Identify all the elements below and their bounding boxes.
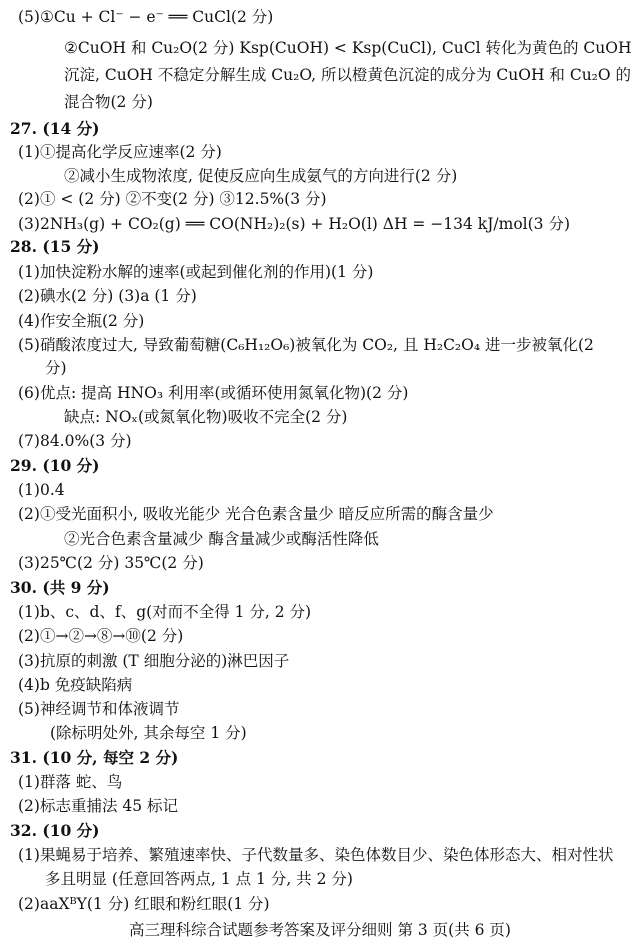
- line-q28-2-3: (2)碘水(2 分) (3)a (1 分): [18, 287, 197, 305]
- line-q27-1-2: ②减小生成物浓度, 促使反应向生成氨气的方向进行(2 分): [64, 167, 458, 185]
- line-q30-5: (5)神经调节和体液调节: [18, 700, 180, 718]
- line-q29-1: (1)0.4: [18, 481, 65, 499]
- line-q28-5b: 分): [45, 359, 67, 377]
- line-q26-5-2: ②CuOH 和 Cu₂O(2 分) Ksp(CuOH) < Ksp(CuCl), CuCl 转化为黄色的 CuOH: [64, 39, 632, 57]
- line-q26-5-2c: 混合物(2 分): [64, 93, 153, 111]
- line-q29-2-2: ②光合色素含量减少 酶含量减少或酶活性降低: [64, 530, 379, 548]
- line-q29-2-1: (2)①受光面积小, 吸收光能少 光合色素含量少 暗反应所需的酶含量少: [18, 505, 494, 523]
- line-q28-6-2: 缺点: NOₓ(或氮氧化物)吸收不完全(2 分): [64, 408, 348, 426]
- line-q30-1: (1)b、c、d、f、g(对而不全得 1 分, 2 分): [18, 603, 312, 621]
- line-q28-4: (4)作安全瓶(2 分): [18, 312, 145, 330]
- line-q31-2: (2)标志重捕法 45 标记: [18, 797, 179, 815]
- line-q30-note: (除标明处外, 其余每空 1 分): [50, 724, 247, 742]
- line-q28-5: (5)硝酸浓度过大, 导致葡萄糖(C₆H₁₂O₆)被氧化为 CO₂, 且 H₂C₂O₄ 进一步被氧化(2: [18, 336, 594, 354]
- line-q27-2: (2)① < (2 分) ②不变(2 分) ③12.5%(3 分): [18, 190, 327, 208]
- line-q32-1: (1)果蝇易于培养、繁殖速率快、子代数量多、染色体数目少、染色体形态大、相对性状: [18, 846, 614, 864]
- line-q32-1b: 多且明显 (任意回答两点, 1 点 1 分, 共 2 分): [45, 870, 353, 888]
- line-q27-3: (3)2NH₃(g) + CO₂(g) ══ CO(NH₂)₂(s) + H₂O(l) ΔH = −134 kJ/mol(3 分): [18, 215, 571, 233]
- line-q31-1: (1)群落 蛇、鸟: [18, 773, 123, 791]
- page-footer: 高三理科综合试题参考答案及评分细则 第 3 页(共 6 页): [129, 921, 511, 939]
- heading-q30: 30. (共 9 分): [10, 578, 110, 597]
- line-q30-3: (3)抗原的刺激 (T 细胞分泌的)淋巴因子: [18, 652, 290, 670]
- heading-q29: 29. (10 分): [10, 456, 100, 475]
- line-q30-4: (4)b 免疫缺陷病: [18, 676, 133, 694]
- line-q27-1-1: (1)①提高化学反应速率(2 分): [18, 143, 222, 161]
- line-q29-3: (3)25℃(2 分) 35℃(2 分): [18, 554, 204, 572]
- line-q28-1: (1)加快淀粉水解的速率(或起到催化剂的作用)(1 分): [18, 263, 374, 281]
- line-q30-2: (2)①→②→⑧→⑩(2 分): [18, 627, 184, 645]
- line-q26-5-2b: 沉淀, CuOH 不稳定分解生成 Cu₂O, 所以橙黄色沉淀的成分为 CuOH 和 Cu₂O 的: [64, 66, 632, 84]
- heading-q28: 28. (15 分): [10, 237, 100, 256]
- heading-q27: 27. (14 分): [10, 119, 100, 138]
- heading-q31: 31. (10 分, 每空 2 分): [10, 748, 179, 767]
- heading-q32: 32. (10 分): [10, 821, 100, 840]
- line-q26-5-1: (5)①Cu + Cl⁻ − e⁻ ══ CuCl(2 分): [18, 8, 274, 26]
- line-q28-6-1: (6)优点: 提高 HNO₃ 利用率(或循环使用氮氧化物)(2 分): [18, 384, 409, 402]
- line-q32-2: (2)aaXᴮY(1 分) 红眼和粉红眼(1 分): [18, 895, 270, 913]
- line-q28-7: (7)84.0%(3 分): [18, 432, 132, 450]
